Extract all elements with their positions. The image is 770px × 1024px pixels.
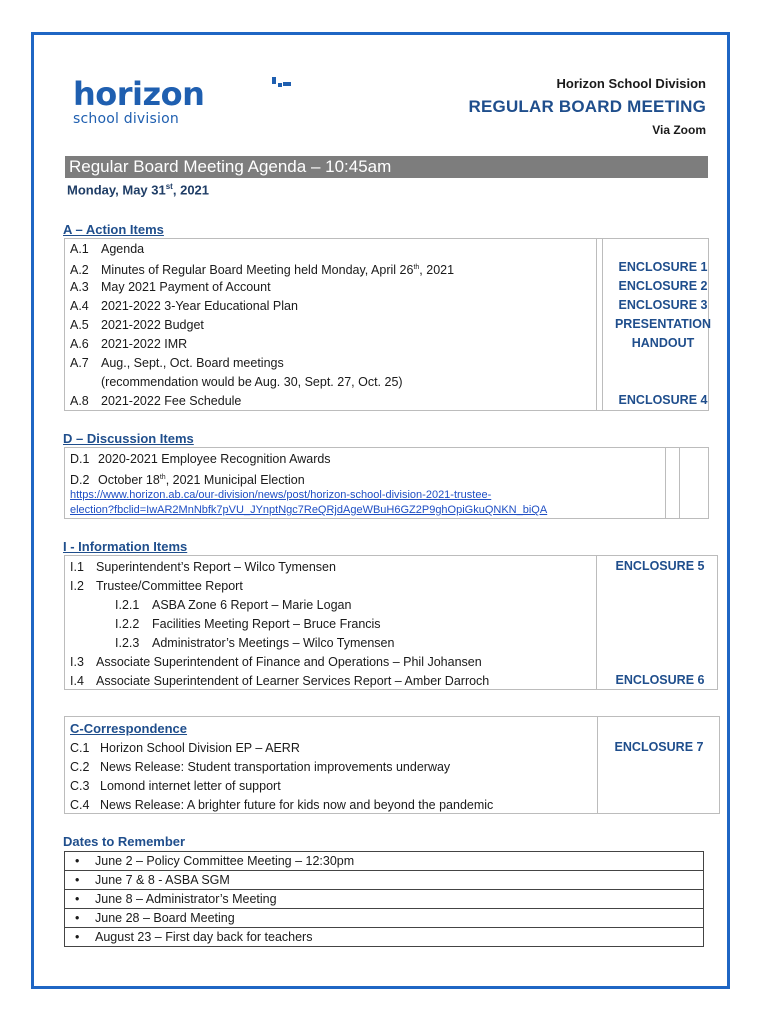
list-item: D.1 2020-2021 Employee Recognition Awards (70, 452, 331, 466)
logo-rays-icon (269, 74, 293, 98)
enclosure-label: ENCLOSURE 6 (615, 673, 705, 687)
list-item: A.6 2021-2022 IMR (70, 337, 188, 351)
horizon-logo (73, 75, 205, 127)
enclosure-label: ENCLOSURE 4 (618, 393, 708, 407)
enclosure-label: ENCLOSURE 7 (614, 740, 704, 754)
list-item: A.3 May 2021 Payment of Account (70, 280, 271, 294)
meeting-date: Monday, May 31st, 2021 (67, 182, 210, 198)
list-item: I.2 Trustee/Committee Report (70, 579, 243, 593)
meeting-header (469, 76, 706, 137)
list-item: I.4 Associate Superintendent of Learner Services Report – Amber Darroch (70, 674, 490, 688)
list-item: C.4 News Release: A brighter future for kids now and beyond the pandemic (70, 798, 494, 812)
enclosure-label: ENCLOSURE 3 (618, 298, 708, 312)
list-item: A.7 Aug., Sept., Oct. Board meetings (70, 356, 284, 370)
table-row: • August 23 – First day back for teachers (65, 928, 704, 947)
table-row: • June 2 – Policy Committee Meeting – 12:30pm (65, 852, 704, 871)
action-items-heading: A – Action Items (63, 222, 164, 237)
list-item: C.1 Horizon School Division EP – AERR (70, 741, 300, 755)
list-item: I.3 Associate Superintendent of Finance and Operations – Phil Johansen (70, 655, 482, 669)
table-row: • June 8 – Administrator’s Meeting (65, 890, 704, 909)
enclosure-label: PRESENTATION (614, 317, 712, 331)
list-item: A.4 2021-2022 3-Year Educational Plan (70, 299, 298, 313)
list-item: I.2.3 Administrator’s Meetings – Wilco Tymensen (115, 636, 395, 650)
correspondence-heading: C-Correspondence (70, 721, 188, 736)
table-row: • June 7 & 8 - ASBA SGM (65, 871, 704, 890)
logo-subtitle: school division (73, 111, 179, 127)
election-link-line2[interactable]: election?fbclid=IwAR2MnNbfk7pVU_JYnptNgc7ReQRjdAgeWBuH6GZ2P9ghOpiGkuQNKN_biQA (70, 504, 548, 516)
list-item: I.2.2 Facilities Meeting Report – Bruce Francis (115, 617, 381, 631)
discussion-items-heading: D – Discussion Items (63, 431, 194, 446)
list-item: I.2.1 ASBA Zone 6 Report – Marie Logan (115, 598, 352, 612)
list-item: A.8 2021-2022 Fee Schedule (70, 394, 242, 408)
list-item: I.1 Superintendent’s Report – Wilco Tymensen (70, 560, 336, 574)
dates-heading: Dates to Remember (63, 834, 186, 849)
logo-wordmark: horizon (73, 75, 205, 113)
list-item: A.2 Minutes of Regular Board Meeting held Monday, April 26th, 2021 (70, 263, 455, 278)
meeting-title: REGULAR BOARD MEETING (468, 97, 706, 116)
agenda-title-bar: Regular Board Meeting Agenda – 10:45am (65, 156, 708, 178)
list-item: D.2 October 18th, 2021 Municipal Election (70, 473, 305, 488)
dates-table (64, 851, 704, 947)
election-link-line1[interactable]: https://www.horizon.ab.ca/our-division/news/post/horizon-school-division-2021-trustee- (70, 489, 492, 501)
meeting-location: Via Zoom (652, 123, 706, 137)
list-item: C.2 News Release: Student transportation improvements underway (70, 760, 451, 774)
table-row: • June 28 – Board Meeting (65, 909, 704, 928)
list-item: C.3 Lomond internet letter of support (70, 779, 281, 793)
enclosure-label: HANDOUT (631, 336, 695, 350)
list-item: (recommendation would be Aug. 30, Sept. 27, Oct. 25) (101, 375, 403, 389)
enclosure-label: ENCLOSURE 5 (615, 559, 705, 573)
list-item: A.1 Agenda (70, 242, 145, 256)
list-item: A.5 2021-2022 Budget (70, 318, 204, 332)
enclosure-label: ENCLOSURE 2 (618, 279, 708, 293)
enclosure-label: ENCLOSURE 1 (618, 260, 708, 274)
information-items-heading: I - Information Items (63, 539, 188, 554)
organization-name: Horizon School Division (556, 76, 706, 91)
